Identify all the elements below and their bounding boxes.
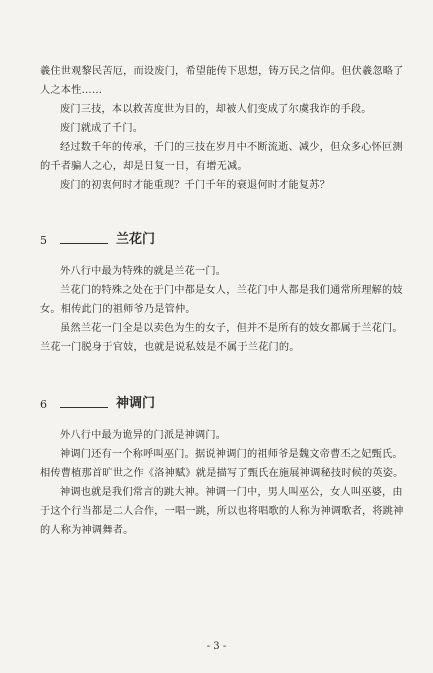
paragraph-line: 神调门还有一个称呼叫巫门。据说神调门的祖师爷是魏文帝曹丕之妃甄氏。: [60, 449, 403, 460]
paragraph-line: 废门就成了千门。: [60, 123, 144, 134]
paragraph-line: 兰花一门脱身于官妓，也就是说私妓是不属于兰花门的。: [40, 342, 300, 353]
paragraph-line: 经过数千年的传承，千门的三技在岁月中不断流逝、减少，但众多心怀叵测: [60, 142, 403, 153]
paragraph-line: 神调也就是我们常言的跳大神。神调一门中，男人叫巫公，女人叫巫婆，由: [60, 487, 403, 498]
paragraph-line: 废门的初衷何时才能重现？千门千年的衰退何时才能复苏？: [60, 180, 331, 191]
paragraph-line: 外八行中最为特殊的就是兰花一门。: [60, 266, 227, 277]
section-title: 兰花门: [116, 232, 156, 247]
section-heading-5: [40, 228, 395, 247]
heading-rule: [60, 407, 108, 408]
section-title: 神调门: [116, 396, 156, 411]
paragraph-line: 的人称为神调舞者。: [40, 525, 134, 536]
page-number: - 3 -: [206, 641, 227, 652]
paragraph-line: 废门三技，本以救苦度世为目的，却被人们变成了尔虞我诈的手段。: [60, 104, 372, 115]
paragraph-line: 的千者骗人之心，却是日复一日，有增无减。: [40, 161, 248, 172]
paragraph-line: 女。相传此门的祖师爷乃是管仲。: [40, 304, 196, 315]
paragraph-line: 羲住世观黎民苦厄，而设废门，希望能传下思想，铸万民之信仰。但伏羲忽略了: [40, 66, 404, 77]
paragraph-line: 人之本性……: [40, 85, 103, 96]
paragraph-line: 兰花门的特殊之处在于门中都是女人，兰花门中人都是我们通常所理解的妓: [60, 285, 403, 296]
paragraph-line: 虽然兰花一门全是以卖色为生的女子，但并不是所有的妓女都属于兰花门。: [60, 323, 403, 334]
paragraph-line: 相传曹植那首旷世之作《洛神赋》就是描写了甄氏在施展神调秘技时候的英姿。: [40, 468, 404, 479]
section-heading-6: [40, 392, 395, 411]
heading-rule: [60, 243, 108, 244]
section-number: 6: [40, 398, 47, 411]
section-number: 5: [40, 234, 47, 247]
paragraph-line: 外八行中最为诡异的门派是神调门。: [60, 430, 227, 441]
paragraph-line: 于这个行当都是二人合作，一唱一跳，所以也将唱歌的人称为神调歌者，将跳神: [40, 506, 404, 517]
